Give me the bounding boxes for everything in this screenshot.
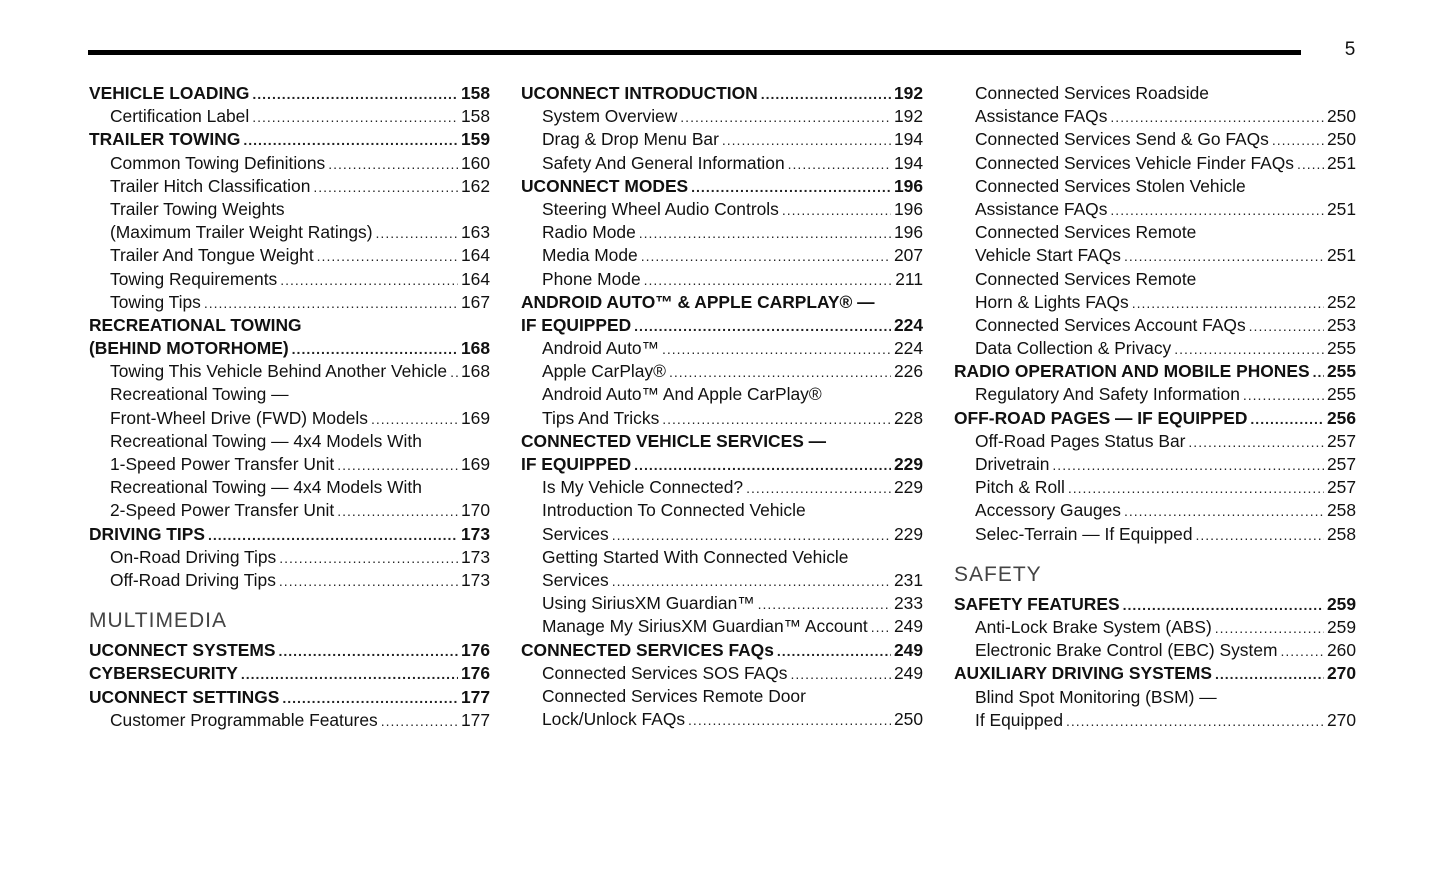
toc-page-number: 211 <box>895 268 923 289</box>
dot-leader <box>252 106 458 129</box>
toc-topic-entry[interactable] <box>89 407 490 430</box>
section-heading: MULTIMEDIA <box>89 609 227 633</box>
toc-page-number: 253 <box>1326 314 1356 335</box>
toc-column-1 <box>89 82 490 732</box>
dot-leader <box>746 477 891 500</box>
dot-leader <box>644 269 893 292</box>
toc-page-number: 192 <box>893 106 923 127</box>
toc-entry-title: Tips And Tricks <box>542 407 660 428</box>
dot-leader <box>680 106 891 129</box>
toc-entry-title: Connected Services Remote <box>975 268 1197 289</box>
toc-page-number: 162 <box>460 175 490 196</box>
toc-entry-title: RECREATIONAL TOWING <box>89 314 302 335</box>
dot-leader <box>1243 384 1324 407</box>
toc-page-number: 158 <box>460 106 490 127</box>
toc-topic-entry <box>954 175 1356 198</box>
toc-page-number: 257 <box>1326 477 1356 498</box>
toc-entry-title: Horn & Lights FAQs <box>975 291 1129 312</box>
toc-entry-title: Connected Services Account FAQs <box>975 314 1246 335</box>
dot-leader <box>1215 617 1324 640</box>
toc-page-number: 160 <box>460 152 490 173</box>
toc-topic-entry[interactable] <box>521 105 923 128</box>
toc-page-number: 196 <box>893 198 923 219</box>
dot-leader <box>662 338 891 361</box>
toc-page-number: 229 <box>893 454 923 474</box>
toc-topic-entry[interactable] <box>521 360 923 383</box>
toc-entry-title: Connected Services Stolen Vehicle <box>975 175 1246 196</box>
toc-entry-title: VEHICLE LOADING <box>89 83 250 103</box>
toc-entry-title: Towing Requirements <box>110 268 278 289</box>
toc-topic-entry <box>954 221 1356 244</box>
toc-entry-title: Blind Spot Monitoring (BSM) — <box>975 686 1217 707</box>
toc-page-number: 176 <box>460 640 490 661</box>
toc-chapter-entry[interactable] <box>521 314 923 337</box>
dot-leader <box>1052 454 1324 477</box>
toc-chapter-entry <box>521 430 923 453</box>
dot-leader <box>691 176 891 199</box>
toc-entry-title: Front-Wheel Drive (FWD) Models <box>110 407 368 428</box>
toc-entry-title: Connected Services Remote Door <box>542 685 806 706</box>
toc-page-number: 224 <box>893 314 923 335</box>
dot-leader <box>1188 431 1324 454</box>
toc-page-number: 249 <box>893 616 923 637</box>
toc-entry-title: AUXILIARY DRIVING SYSTEMS <box>954 663 1212 684</box>
dot-leader <box>634 454 891 477</box>
toc-topic-entry[interactable] <box>954 198 1356 221</box>
dot-leader <box>639 222 891 245</box>
toc-page-number: 194 <box>893 152 923 173</box>
toc-entry-title: Media Mode <box>542 245 638 266</box>
toc-entry-title: Safety And General Information <box>542 152 785 173</box>
toc-page-number: 158 <box>460 83 490 103</box>
toc-entry-title: CONNECTED VEHICLE SERVICES — <box>521 430 827 451</box>
toc-chapter-entry[interactable] <box>521 82 923 105</box>
toc-chapter-entry[interactable] <box>954 407 1356 430</box>
toc-topic-entry[interactable] <box>954 430 1356 453</box>
dot-leader <box>791 663 891 686</box>
dot-leader <box>761 83 891 106</box>
dot-leader <box>337 500 458 523</box>
toc-topic-entry[interactable] <box>89 546 490 569</box>
toc-page-number: 207 <box>893 245 923 266</box>
toc-entry-title: Drivetrain <box>975 454 1050 474</box>
toc-entry-title: Manage My SiriusXM Guardian™ Account <box>542 616 868 637</box>
dot-leader <box>662 408 891 431</box>
toc-page-number: 249 <box>893 662 923 683</box>
toc-entry-title: CONNECTED SERVICES FAQs <box>521 639 774 660</box>
dot-leader <box>1110 106 1324 129</box>
toc-topic-entry[interactable] <box>89 291 490 314</box>
toc-page-number: 259 <box>1326 616 1356 637</box>
toc-entry-title: Customer Programmable Features <box>110 709 378 730</box>
dot-leader <box>450 361 458 384</box>
toc-entry-title: Recreational Towing — 4x4 Models With <box>110 477 422 498</box>
toc-page-number: 167 <box>460 291 490 312</box>
toc-page-number: 176 <box>460 663 490 684</box>
page-number: 5 <box>1344 39 1356 60</box>
toc-page-number: 255 <box>1326 384 1356 405</box>
toc-column-3 <box>954 82 1356 732</box>
toc-topic-entry <box>521 546 923 569</box>
toc-chapter-entry[interactable] <box>954 662 1356 685</box>
toc-topic-entry[interactable] <box>954 244 1356 267</box>
toc-page-number: 170 <box>460 500 490 521</box>
toc-topic-entry <box>89 198 490 221</box>
toc-entry-title: DRIVING TIPS <box>89 523 205 544</box>
toc-topic-entry[interactable] <box>521 523 923 546</box>
toc-entry-title: Assistance FAQs <box>975 106 1108 127</box>
toc-page-number: 270 <box>1326 663 1356 684</box>
toc-topic-entry[interactable] <box>954 314 1356 337</box>
toc-entry-title: Phone Mode <box>542 268 641 289</box>
toc-page-number: 194 <box>893 129 923 150</box>
toc-chapter-entry[interactable] <box>89 82 490 105</box>
toc-chapter-entry[interactable] <box>521 175 923 198</box>
dot-leader <box>337 454 458 477</box>
dot-leader <box>777 640 891 663</box>
toc-entry-title: System Overview <box>542 106 678 127</box>
dot-leader <box>371 408 458 431</box>
toc-topic-entry[interactable] <box>521 708 923 731</box>
dot-leader <box>1132 292 1324 315</box>
toc-page-number: 224 <box>893 338 923 359</box>
toc-topic-entry[interactable] <box>89 453 490 476</box>
dot-leader <box>1066 710 1324 733</box>
toc-topic-entry[interactable] <box>954 709 1356 732</box>
dot-leader <box>278 640 458 663</box>
toc-topic-entry[interactable] <box>89 360 490 383</box>
toc-page-number: 231 <box>893 569 923 590</box>
toc-entry-title: IF EQUIPPED <box>521 454 632 474</box>
toc-entry-title: Assistance FAQs <box>975 198 1108 219</box>
dot-leader <box>788 153 891 176</box>
toc-chapter-entry <box>89 314 490 337</box>
toc-entry-title: Using SiriusXM Guardian™ <box>542 593 755 614</box>
dot-leader <box>280 269 458 292</box>
toc-page-number: 270 <box>1326 709 1356 730</box>
toc-entry-title: Drag & Drop Menu Bar <box>542 129 719 150</box>
toc-topic-entry[interactable] <box>521 268 923 291</box>
header-rule <box>88 50 1301 55</box>
toc-topic-entry[interactable] <box>521 662 923 685</box>
dot-leader <box>279 547 458 570</box>
toc-entry-title: Trailer Towing Weights <box>110 198 285 219</box>
dot-leader <box>1215 663 1324 686</box>
toc-page-number: 250 <box>1326 129 1356 150</box>
dot-leader <box>381 710 458 733</box>
dot-leader <box>634 315 891 338</box>
toc-page-number: 257 <box>1326 430 1356 451</box>
toc-page-number: 164 <box>460 268 490 289</box>
toc-topic-entry <box>521 499 923 522</box>
dot-leader <box>612 524 891 547</box>
dot-leader <box>641 245 891 268</box>
toc-entry-title: Connected Services Vehicle Finder FAQs <box>975 152 1294 173</box>
toc-page-number: 233 <box>893 593 923 614</box>
dot-leader <box>292 338 458 361</box>
toc-page-number: 260 <box>1326 640 1356 661</box>
toc-page-number: 177 <box>460 709 490 730</box>
toc-page-number: 164 <box>460 245 490 266</box>
toc-entry-title: Introduction To Connected Vehicle <box>542 500 806 521</box>
toc-topic-entry[interactable] <box>89 105 490 128</box>
toc-entry-title: UCONNECT INTRODUCTION <box>521 83 758 103</box>
toc-entry-title: UCONNECT SETTINGS <box>89 686 280 707</box>
toc-page-number: 226 <box>893 361 923 382</box>
toc-topic-entry[interactable] <box>89 221 490 244</box>
toc-topic-entry <box>954 82 1356 105</box>
toc-chapter-entry[interactable] <box>89 662 490 685</box>
dot-leader <box>758 593 891 616</box>
dot-leader <box>279 570 458 593</box>
toc-page-number: 168 <box>460 338 490 359</box>
dot-leader <box>204 292 458 315</box>
toc-topic-entry[interactable] <box>954 128 1356 151</box>
dot-leader <box>612 570 891 593</box>
toc-page-number: 251 <box>1326 198 1356 219</box>
dot-leader <box>208 524 458 547</box>
toc-entry-title: Pitch & Roll <box>975 477 1065 498</box>
toc-page-number: 169 <box>460 454 490 474</box>
toc-entry-title: CYBERSECURITY <box>89 663 238 684</box>
toc-topic-entry <box>954 686 1356 709</box>
dot-leader <box>1068 477 1324 500</box>
toc-page-number: 250 <box>893 709 923 730</box>
toc-entry-title: Selec-Terrain — If Equipped <box>975 523 1193 544</box>
toc-topic-entry[interactable] <box>521 128 923 151</box>
toc-entry-title: Connected Services Roadside <box>975 83 1209 103</box>
toc-entry-title: On-Road Driving Tips <box>110 546 277 567</box>
dot-leader <box>252 83 458 106</box>
toc-topic-entry[interactable] <box>521 615 923 638</box>
toc-entry-title: Is My Vehicle Connected? <box>542 477 744 498</box>
toc-page-number: 259 <box>1326 593 1356 614</box>
toc-page-number: 229 <box>893 477 923 498</box>
toc-page-number: 163 <box>460 222 490 243</box>
toc-topic-entry[interactable] <box>521 152 923 175</box>
toc-topic-entry[interactable] <box>954 499 1356 522</box>
dot-leader <box>1123 594 1324 617</box>
toc-entry-title: RADIO OPERATION AND MOBILE PHONES <box>954 361 1310 382</box>
toc-entry-title: 1-Speed Power Transfer Unit <box>110 454 335 474</box>
toc-entry-title: 2-Speed Power Transfer Unit <box>110 500 335 521</box>
toc-chapter-entry[interactable] <box>521 639 923 662</box>
toc-page-number: 257 <box>1326 454 1356 474</box>
toc-topic-entry[interactable] <box>521 221 923 244</box>
toc-topic-entry[interactable] <box>521 569 923 592</box>
dot-leader <box>317 245 458 268</box>
toc-entry-title: (Maximum Trailer Weight Ratings) <box>110 222 373 243</box>
dot-leader <box>722 129 891 152</box>
dot-leader <box>243 129 458 152</box>
toc-entry-title: Recreational Towing — <box>110 384 289 405</box>
toc-topic-entry <box>89 383 490 406</box>
toc-entry-title: Apple CarPlay® <box>542 361 666 382</box>
toc-topic-entry[interactable] <box>521 337 923 360</box>
toc-topic-entry[interactable] <box>89 268 490 291</box>
toc-entry-title: If Equipped <box>975 709 1063 730</box>
toc-topic-entry[interactable] <box>89 152 490 175</box>
dot-leader <box>328 153 458 176</box>
toc-entry-title: Steering Wheel Audio Controls <box>542 198 779 219</box>
toc-entry-title: Trailer And Tongue Weight <box>110 245 314 266</box>
toc-topic-entry <box>521 383 923 406</box>
toc-entry-title: Connected Services Remote <box>975 222 1197 243</box>
dot-leader <box>1110 199 1324 222</box>
toc-topic-entry[interactable] <box>89 499 490 522</box>
toc-topic-entry[interactable] <box>954 383 1356 406</box>
toc-page-number: 251 <box>1326 245 1356 266</box>
dot-leader <box>1124 245 1324 268</box>
toc-topic-entry[interactable] <box>954 152 1356 175</box>
toc-chapter-entry[interactable] <box>89 639 490 662</box>
dot-leader <box>1281 640 1324 663</box>
dot-leader <box>782 199 891 222</box>
toc-entry-title: Connected Services Send & Go FAQs <box>975 129 1269 150</box>
toc-entry-title: IF EQUIPPED <box>521 314 632 335</box>
toc-entry-title: ANDROID AUTO™ & APPLE CARPLAY® — <box>521 291 875 312</box>
toc-topic-entry[interactable] <box>954 476 1356 499</box>
dot-leader <box>1250 408 1324 431</box>
toc-entry-title: TRAILER TOWING <box>89 129 241 150</box>
toc-topic-entry[interactable] <box>521 592 923 615</box>
dot-leader <box>1297 153 1324 176</box>
toc-entry-title: Off-Road Driving Tips <box>110 569 276 590</box>
toc-chapter-entry[interactable] <box>89 337 490 360</box>
dot-leader <box>1124 500 1324 523</box>
toc-topic-entry[interactable] <box>89 709 490 732</box>
toc-entry-title: Getting Started With Connected Vehicle <box>542 546 849 567</box>
toc-topic-entry[interactable] <box>954 105 1356 128</box>
toc-topic-entry[interactable] <box>521 476 923 499</box>
toc-topic-entry <box>954 268 1356 291</box>
toc-entry-title: UCONNECT SYSTEMS <box>89 640 276 661</box>
toc-topic-entry <box>89 430 490 453</box>
toc-topic-entry[interactable] <box>89 175 490 198</box>
dot-leader <box>871 616 891 639</box>
toc-page-number: 258 <box>1326 523 1356 544</box>
toc-topic-entry[interactable] <box>521 407 923 430</box>
toc-topic-entry <box>521 685 923 708</box>
toc-page-number: 255 <box>1326 338 1356 359</box>
toc-topic-entry[interactable] <box>89 569 490 592</box>
toc-page-number: 249 <box>893 639 923 660</box>
toc-entry-title: Radio Mode <box>542 222 636 243</box>
dot-leader <box>1249 315 1324 338</box>
toc-entry-title: Connected Services SOS FAQs <box>542 662 788 683</box>
toc-page-number: 256 <box>1326 407 1356 428</box>
toc-entry-title: UCONNECT MODES <box>521 175 689 196</box>
toc-page-number: 252 <box>1326 291 1356 312</box>
dot-leader <box>1196 524 1324 547</box>
dot-leader <box>282 687 458 710</box>
toc-entry-title: Services <box>542 569 609 590</box>
dot-leader <box>688 709 891 732</box>
toc-entry-title: Android Auto™ <box>542 338 659 359</box>
toc-page-number: 168 <box>460 361 490 382</box>
toc-entry-title: Towing This Vehicle Behind Another Vehicle <box>110 361 448 382</box>
toc-entry-title: Vehicle Start FAQs <box>975 245 1121 266</box>
toc-page-number: 169 <box>460 407 490 428</box>
toc-entry-title: SAFETY FEATURES <box>954 593 1120 614</box>
toc-entry-title: Certification Label <box>110 106 250 127</box>
toc-topic-entry[interactable] <box>521 244 923 267</box>
toc-column-2 <box>521 82 923 731</box>
toc-topic-entry[interactable] <box>954 639 1356 662</box>
toc-chapter-entry <box>521 291 923 314</box>
dot-leader <box>1313 361 1324 384</box>
toc-page-number: 173 <box>460 546 490 567</box>
toc-entry-title: (BEHIND MOTORHOME) <box>89 338 289 359</box>
toc-chapter-entry[interactable] <box>89 686 490 709</box>
toc-page-number: 229 <box>893 523 923 544</box>
toc-chapter-entry[interactable] <box>521 453 923 476</box>
toc-page-number: 159 <box>460 129 490 150</box>
toc-entry-title: Regulatory And Safety Information <box>975 384 1240 405</box>
toc-page-number: 258 <box>1326 500 1356 521</box>
toc-page-number: 228 <box>893 407 923 428</box>
toc-topic-entry[interactable] <box>954 453 1356 476</box>
toc-entry-title: OFF-ROAD PAGES — IF EQUIPPED <box>954 407 1248 428</box>
toc-page-number: 192 <box>893 83 923 103</box>
toc-entry-title: Common Towing Definitions <box>110 152 326 173</box>
toc-topic-entry[interactable] <box>521 198 923 221</box>
toc-entry-title: Towing Tips <box>110 291 201 312</box>
toc-topic-entry[interactable] <box>954 616 1356 639</box>
toc-entry-title: Data Collection & Privacy <box>975 338 1172 359</box>
toc-page-number: 173 <box>460 523 490 544</box>
dot-leader <box>376 222 458 245</box>
dot-leader <box>1174 338 1324 361</box>
toc-entry-title: Accessory Gauges <box>975 500 1121 521</box>
toc-chapter-entry[interactable] <box>89 523 490 546</box>
section-heading: SAFETY <box>954 562 1042 586</box>
toc-chapter-entry[interactable] <box>89 128 490 151</box>
toc-entry-title: Off-Road Pages Status Bar <box>975 430 1186 451</box>
toc-chapter-entry[interactable] <box>954 360 1356 383</box>
toc-page-number: 177 <box>460 686 490 707</box>
dot-leader <box>669 361 891 384</box>
toc-entry-title: Recreational Towing — 4x4 Models With <box>110 430 422 451</box>
dot-leader <box>313 176 458 199</box>
toc-entry-title: Lock/Unlock FAQs <box>542 709 686 730</box>
toc-entry-title: Anti-Lock Brake System (ABS) <box>975 616 1212 637</box>
toc-page-number: 196 <box>893 222 923 243</box>
toc-entry-title: Electronic Brake Control (EBC) System <box>975 640 1278 661</box>
toc-page-number: 250 <box>1326 106 1356 127</box>
toc-page-number: 255 <box>1326 361 1356 382</box>
toc-topic-entry[interactable] <box>954 291 1356 314</box>
toc-topic-entry[interactable] <box>954 337 1356 360</box>
toc-page-number: 173 <box>460 569 490 590</box>
toc-topic-entry[interactable] <box>954 523 1356 546</box>
toc-topic-entry[interactable] <box>89 244 490 267</box>
toc-page-number: 251 <box>1326 152 1356 173</box>
toc-entry-title: Trailer Hitch Classification <box>110 175 311 196</box>
toc-entry-title: Android Auto™ And Apple CarPlay® <box>542 384 822 405</box>
dot-leader <box>241 663 458 686</box>
toc-topic-entry <box>89 476 490 499</box>
dot-leader <box>1272 129 1324 152</box>
toc-page-number: 196 <box>893 175 923 196</box>
toc-chapter-entry[interactable] <box>954 593 1356 616</box>
toc-entry-title: Services <box>542 523 609 544</box>
